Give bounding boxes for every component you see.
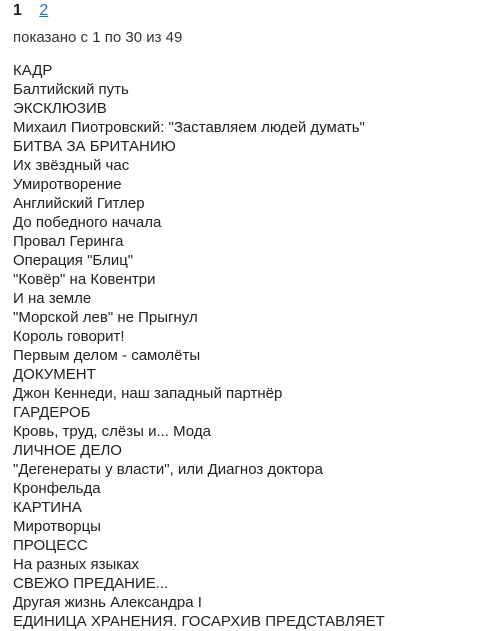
section-heading: ПРОЦЕСС — [13, 537, 88, 554]
article-link[interactable]: "Ковёр" на Ковентри — [13, 271, 156, 288]
article-link[interactable]: До победного начала — [13, 214, 162, 231]
article-link[interactable]: Джон Кеннеди, наш западный партнёр — [13, 385, 283, 402]
article-link[interactable]: И на земле — [13, 290, 92, 307]
article-link[interactable]: Михаил Пиотровский: "Заставляем людей думать" — [13, 119, 365, 136]
article-link[interactable]: Другая жизнь Александра I — [13, 594, 202, 611]
section-heading: ГАРДЕРОБ — [13, 404, 91, 421]
article-link[interactable]: Операция "Блиц" — [13, 252, 134, 269]
article-link[interactable]: Их звёздный час — [13, 157, 130, 174]
section-heading: ЕДИНИЦА ХРАНЕНИЯ. ГОСАРХИВ ПРЕДСТАВЛЯЕТ — [13, 613, 385, 630]
section-heading: БИТВА ЗА БРИТАНИЮ — [13, 138, 176, 155]
article-link[interactable]: На разных языках — [13, 556, 139, 573]
section-heading: КАДР — [13, 62, 53, 79]
article-link[interactable]: Балтийский путь — [13, 81, 129, 98]
article-link[interactable]: Кронфельда — [13, 480, 101, 497]
article-link[interactable]: Английский Гитлер — [13, 195, 145, 212]
article-link[interactable]: "Дегенераты у власти", или Диагноз доктора — [13, 461, 323, 478]
section-heading: КАРТИНА — [13, 499, 82, 516]
article-link[interactable]: Умиротворение — [13, 176, 122, 193]
contents-list — [13, 61, 483, 631]
article-link[interactable]: Первым делом - самолёты — [13, 347, 201, 364]
current-page-number: 1 — [13, 2, 22, 19]
section-heading: СВЕЖО ПРЕДАНИЕ... — [13, 575, 169, 592]
section-heading: ЛИЧНОЕ ДЕЛО — [13, 442, 122, 459]
results-count-text: показано с 1 по 30 из 49 — [13, 29, 183, 46]
section-heading: ДОКУМЕНТ — [13, 366, 96, 383]
section-heading: ЭКСКЛЮЗИВ — [13, 100, 107, 117]
article-link[interactable]: Кровь, труд, слёзы и... Мода — [13, 423, 211, 440]
article-link[interactable]: "Морской лев" не Прыгнул — [13, 309, 198, 326]
article-link[interactable]: Миротворцы — [13, 518, 101, 535]
article-link[interactable]: Провал Геринга — [13, 233, 124, 250]
page-link-2[interactable]: 2 — [39, 2, 49, 19]
article-link[interactable]: Король говорит! — [13, 328, 125, 345]
pagination — [13, 1, 48, 21]
